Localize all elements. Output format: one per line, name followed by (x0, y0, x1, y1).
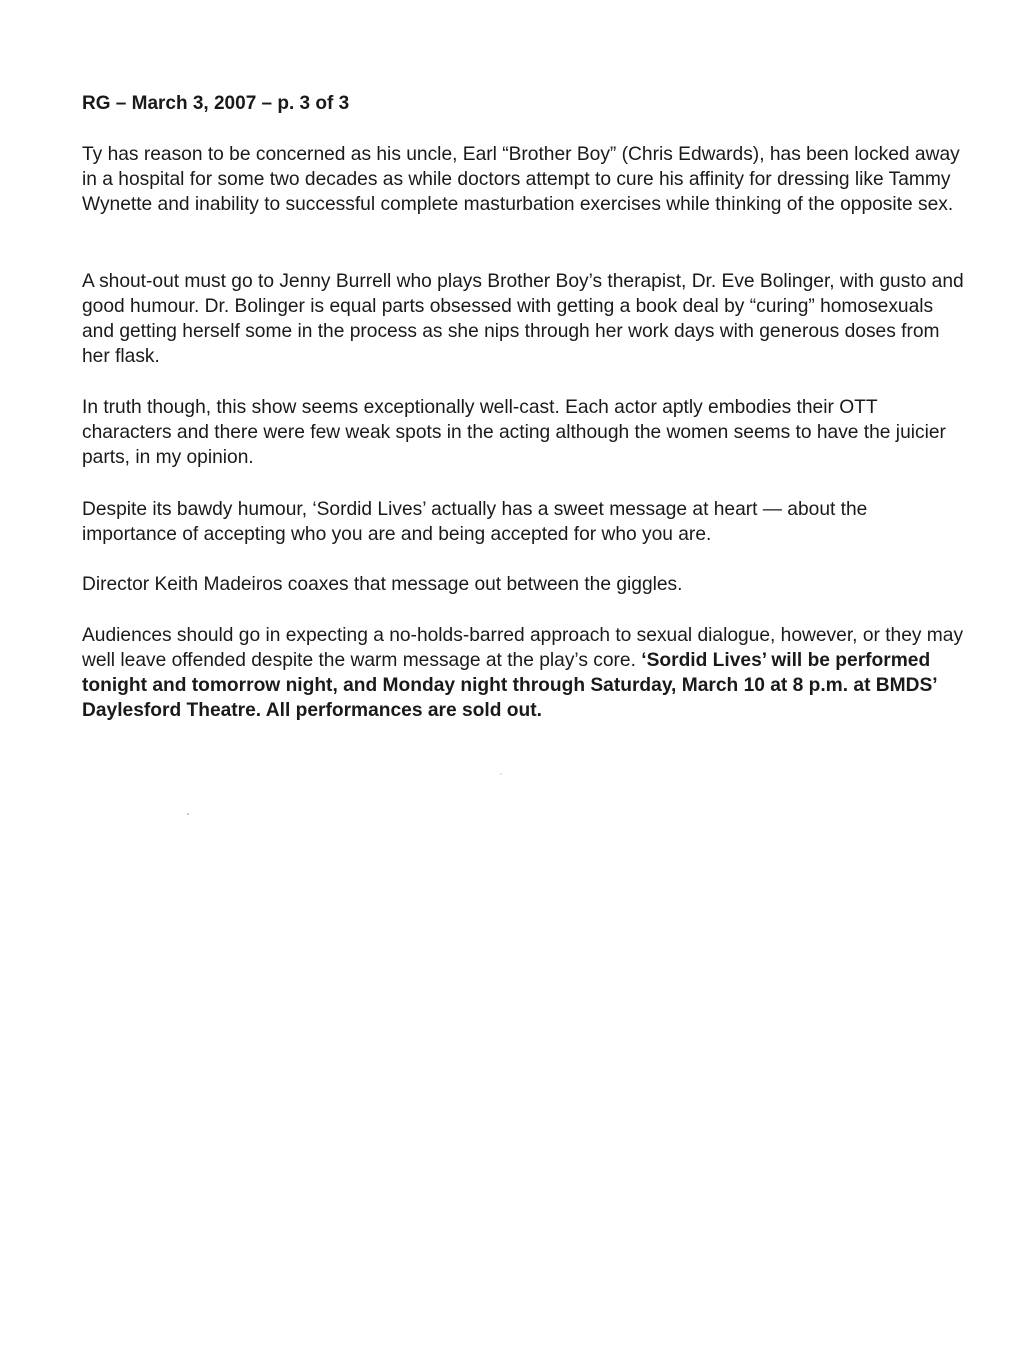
scan-speck (187, 813, 189, 815)
scan-speck (500, 773, 502, 775)
paragraph: Despite its bawdy humour, ‘Sordid Lives’ actually has a sweet message at heart — about the importance of accepting who you are and being accepted for who you are. (82, 499, 868, 545)
final-paragraph (82, 623, 966, 723)
final-paragraph-text: Audiences should go in expecting a no-holds-barred approach to sexual dialogue, however, or they may well leave offended despite the warm message at the play’s core. (82, 625, 964, 671)
performance-info: ‘Sordid Lives’ will be performed tonight and tomorrow night, and Monday night through Saturday, March 10 at 8 p.m. at BMDS’ Daylesford Theatre. All performances are sold out. (82, 650, 937, 721)
paragraph: Ty has reason to be concerned as his uncle, Earl “Brother Boy” (Chris Edwards), has been locked away in a hospital for some two decades as while doctors attempt to cure his affinity for dressing like Tammy Wynette and inability to successful complete masturbation exercises while thinking of the opposite sex. (82, 144, 960, 215)
paragraph: Director Keith Madeiros coaxes that message out between the giggles. (82, 574, 683, 595)
paragraph: A shout-out must go to Jenny Burrell who plays Brother Boy’s therapist, Dr. Eve Bolinger, with gusto and good humour. Dr. Bolinger is equal parts obsessed with getting a book deal by “curing” homosexuals and getting herself some in the process as she nips through her work days with generous doses from her flask. (82, 271, 964, 367)
page-header: RG – March 3, 2007 – p. 3 of 3 (82, 93, 350, 114)
paragraph: In truth though, this show seems exceptionally well-cast. Each actor aptly embodies their OTT characters and there were few weak spots in the acting although the women seems to have the juicier parts, in my opinion. (82, 397, 946, 468)
